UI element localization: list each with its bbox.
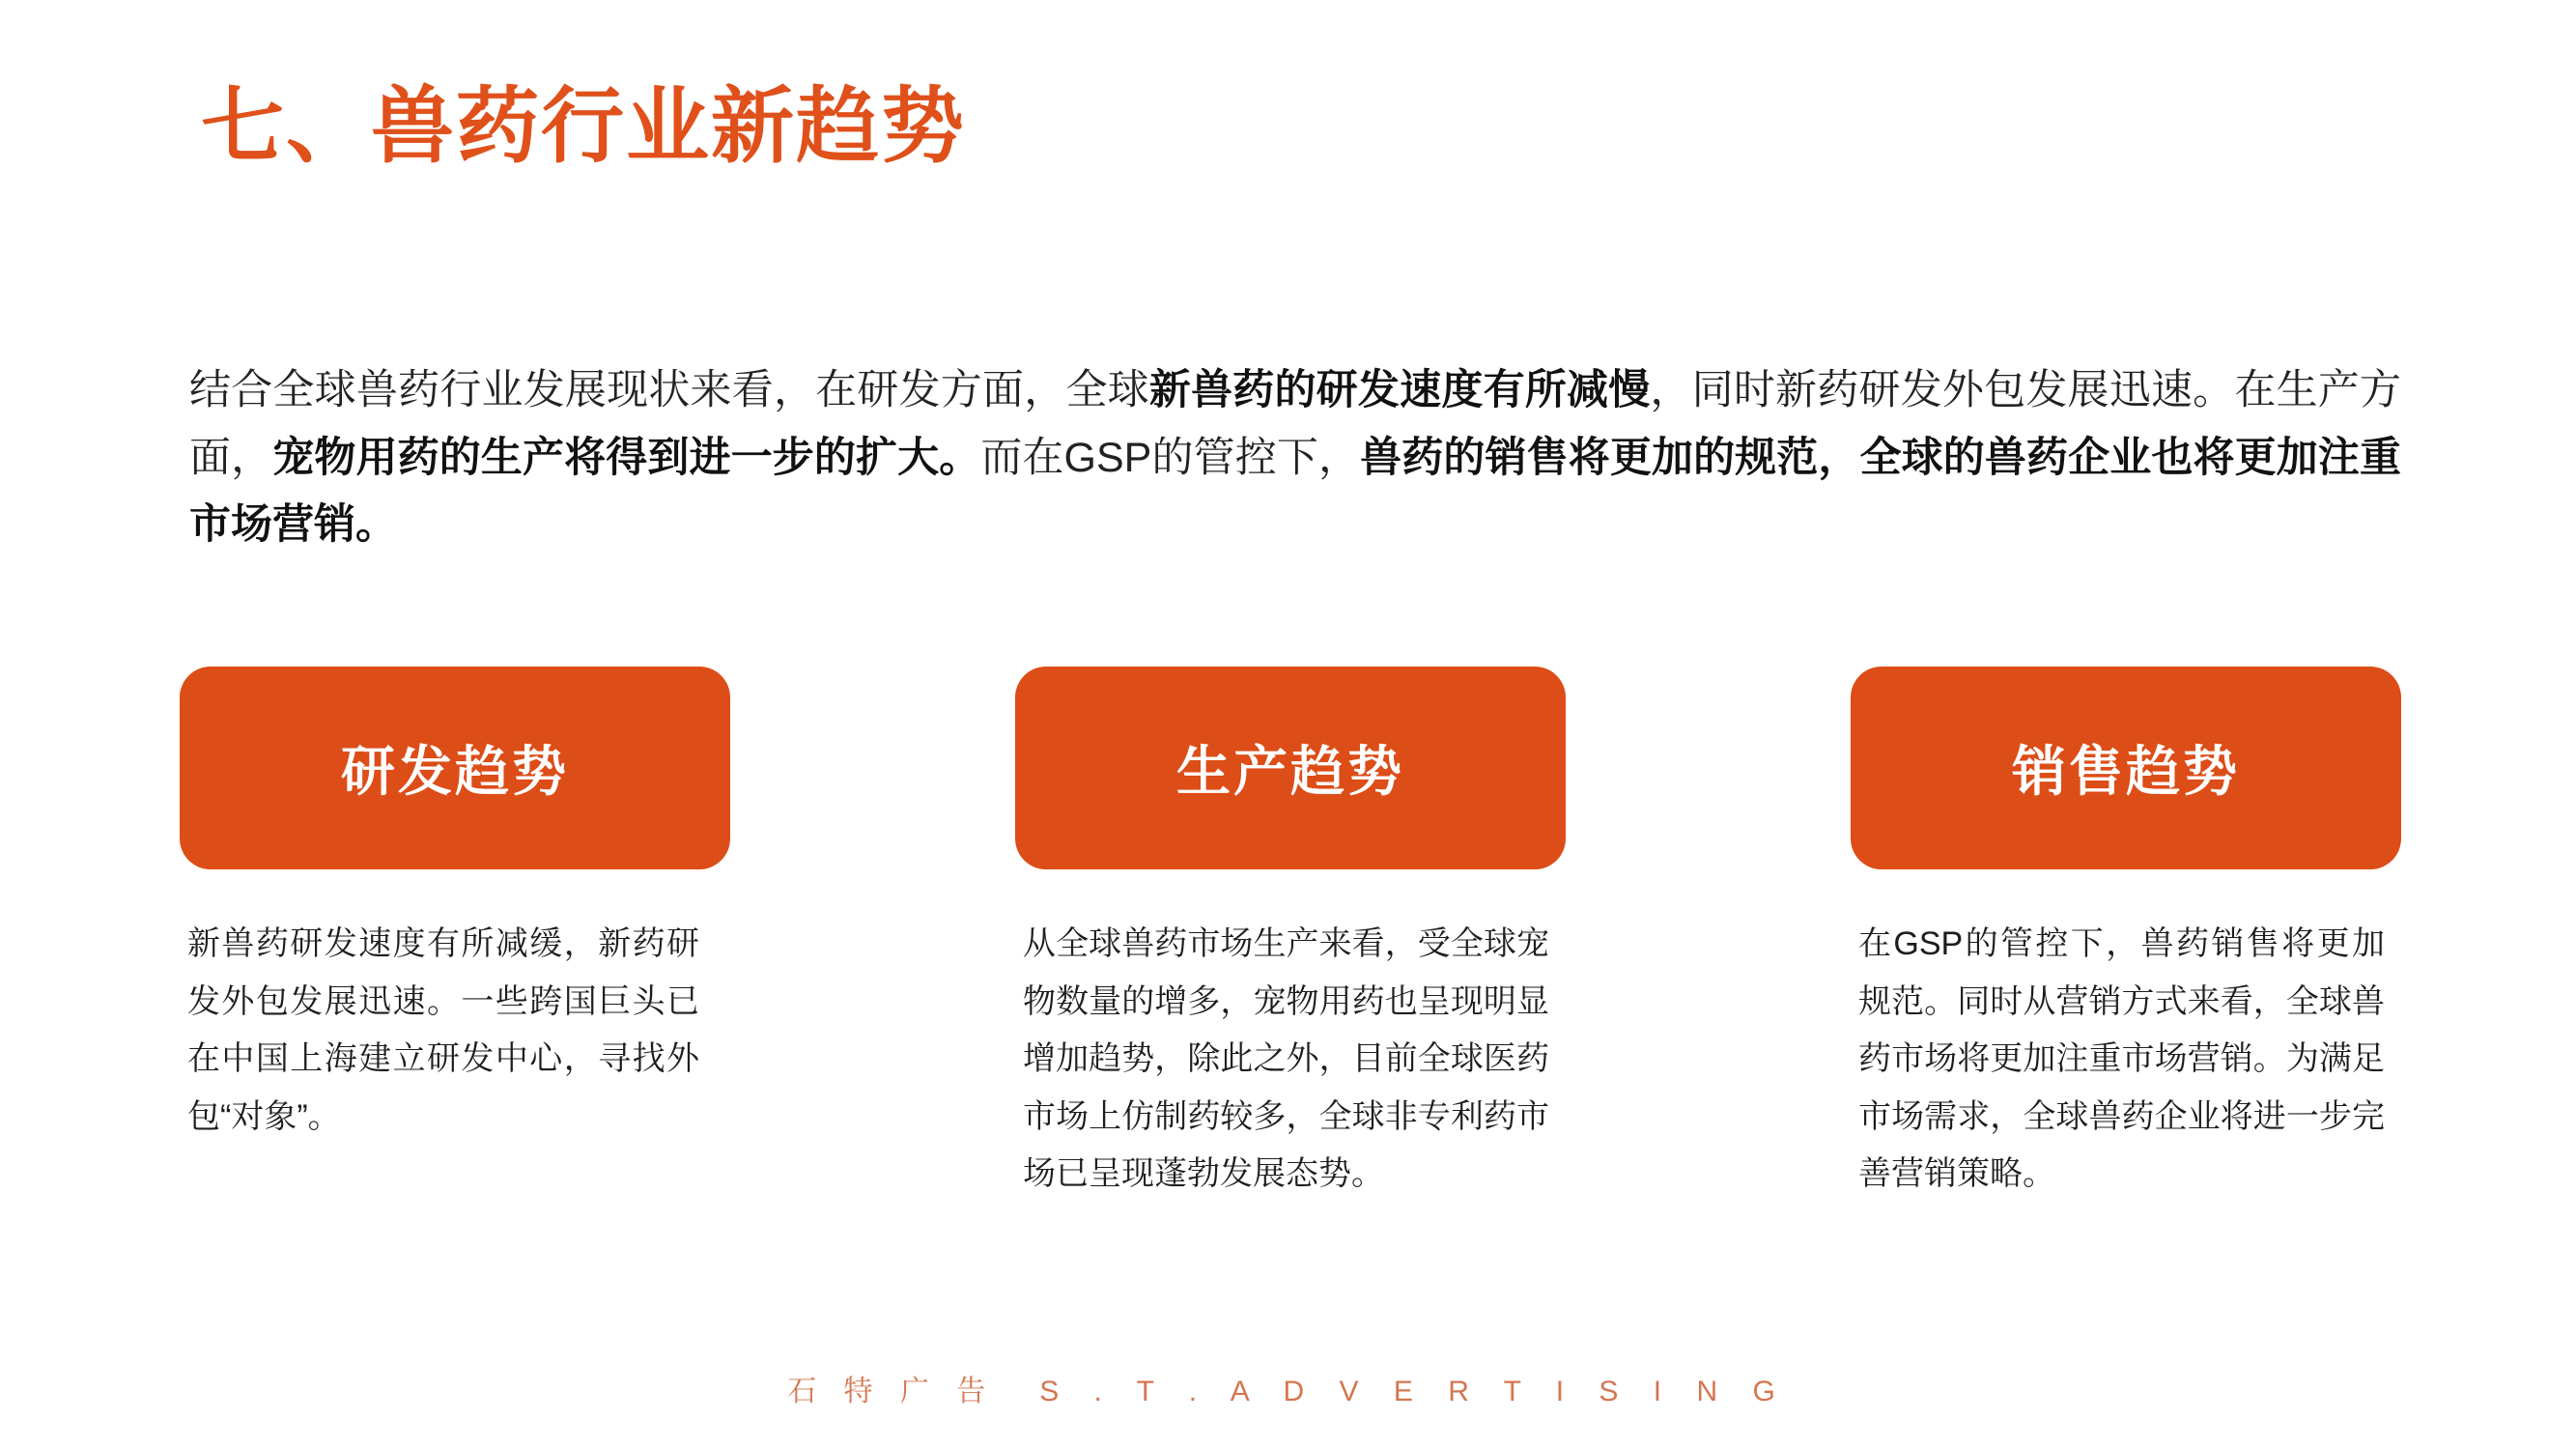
trend-body-rd: 新兽药研发速度有所减缓，新药研发外包发展迅速。一些跨国巨头已在中国上海建立研发中心，寻找外包“对象”。: [187, 925, 699, 1135]
trend-body-production: 从全球兽药市场生产来看，受全球宠物数量的增多，宠物用药也呈现明显增加趋势，除此之外，目前全球医药市场上仿制药较多，全球非专利药市场已呈现蓬勃发展态势。: [1023, 925, 1549, 1192]
intro-text-part-3: 而在GSP的管控下，: [980, 434, 1361, 481]
footer-brand-cn: 石 特 广 告: [787, 1376, 996, 1407]
footer-brand-en: S . T . A D V E R T I S I N G: [1039, 1376, 1789, 1407]
trend-column-rd: [180, 667, 730, 1204]
page-title: 七、兽药行业新趋势: [201, 80, 966, 173]
trend-card-title-rd: 研发趋势: [341, 741, 569, 802]
intro-paragraph: [189, 357, 2401, 559]
footer: [0, 1367, 2576, 1409]
trend-column-production: [1015, 667, 1566, 1204]
trend-card-sales[interactable]: [1851, 667, 2401, 869]
trend-card-title-sales: 销售趋势: [2012, 741, 2240, 802]
intro-text-bold-2: 宠物用药的生产将得到进一步的扩大。: [272, 434, 981, 481]
intro-text-bold-1: 新兽药的研发速度有所减慢: [1148, 367, 1651, 413]
trend-card-title-production: 生产趋势: [1176, 741, 1404, 802]
intro-text-part-1: 结合全球兽药行业发展现状来看，在研发方面，全球: [189, 367, 1149, 413]
trend-card-rd[interactable]: [180, 667, 730, 869]
intro-text-bold-3: 兽药的销售将更加的规范，全球的兽药企业也将更加注重市场营销。: [189, 434, 2402, 549]
trend-column-sales: [1851, 667, 2401, 1204]
trend-card-production[interactable]: [1015, 667, 1566, 869]
intro-text-part-2: ，同时新药研发外包发展迅速。在生产方面，: [189, 367, 2402, 481]
trend-columns: [180, 667, 2401, 1204]
trend-body-sales: 在GSP的管控下，兽药销售将更加规范。同时从营销方式来看，全球兽药市场将更加注重市场营销。为满足市场需求，全球兽药企业将进一步完善营销策略。: [1858, 925, 2385, 1192]
